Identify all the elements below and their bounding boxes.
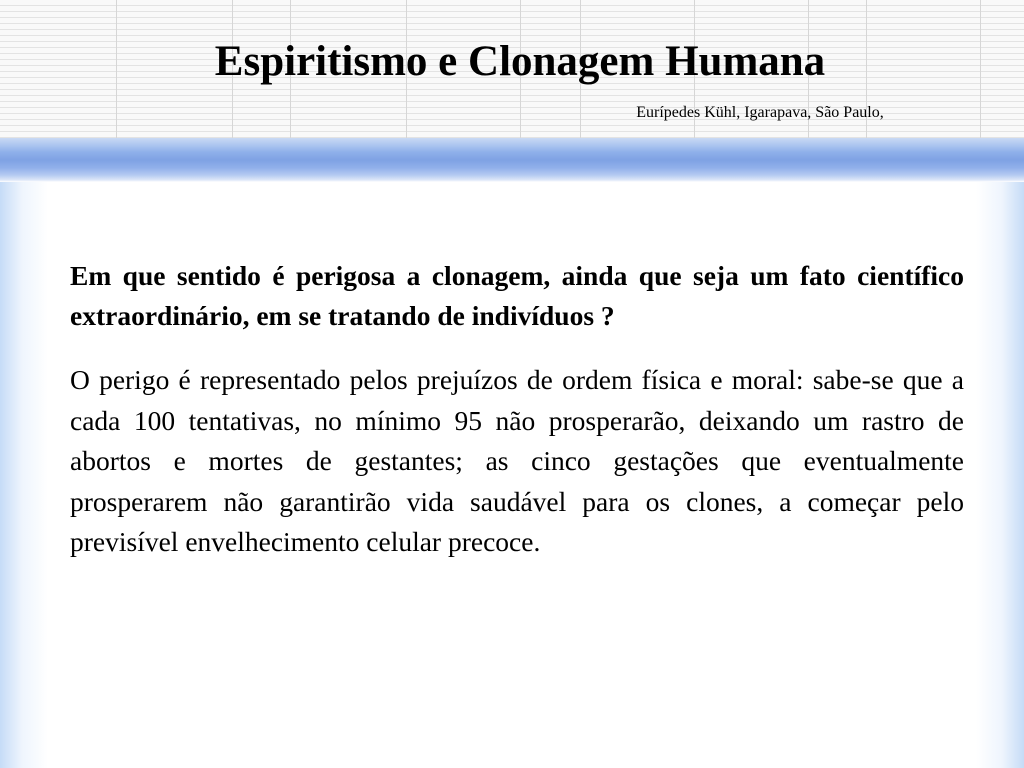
slide-subtitle: Eurípedes Kühl, Igarapava, São Paulo, <box>636 104 884 121</box>
slide-title: Espiritismo e Clonagem Humana <box>214 38 826 85</box>
header-blue-bar <box>0 138 1024 182</box>
question-paragraph: Em que sentido é perigosa a clonagem, ainda que seja um fato científico extraordinário, em se tratando de indivíduos ? <box>70 260 964 331</box>
answer-paragraph: O perigo é representado pelos prejuízos de ordem física e moral: sabe-se que a cada 100 tentativas, no mínimo 95 não prosperarão, deixando um rastro de abortos e mortes de gestantes; as cinco gestações que eventualmente prosperarem não garantirão vida saudável para os clones, a começar pelo previsível envelhecimento celular precoce. <box>70 364 964 557</box>
slide-content <box>70 256 964 563</box>
